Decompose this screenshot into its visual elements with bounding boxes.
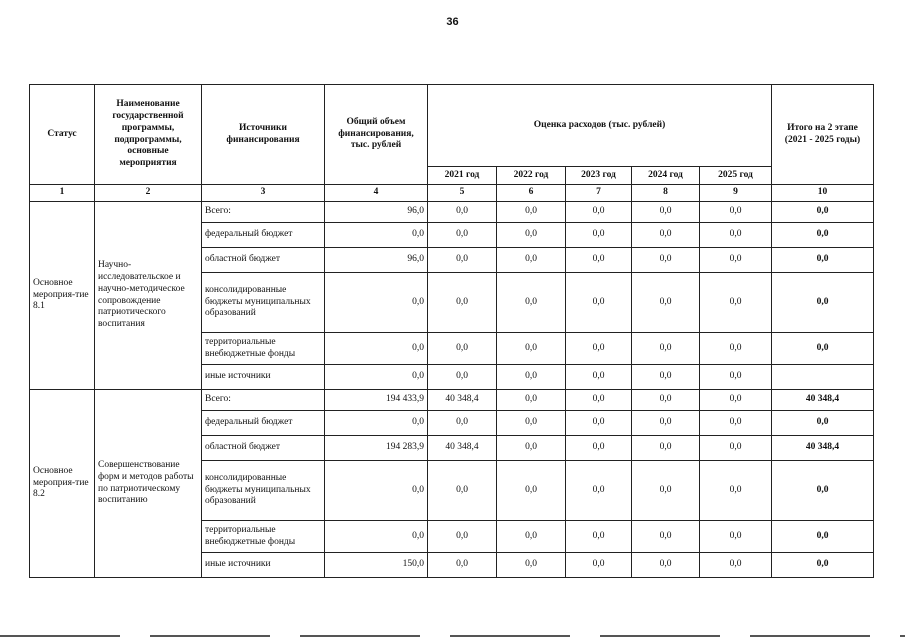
year-value-cell: 0,0 [700,390,772,411]
year-value-cell: 0,0 [700,365,772,390]
page-number: 36 [446,16,459,28]
status-cell: Основное мероприя-тие 8.1 [30,202,95,390]
total-volume-cell: 194 433,9 [325,390,428,411]
funding-source-cell: консолидированные бюджеты муниципальных образований [202,273,325,333]
year-value-cell: 0,0 [700,202,772,223]
year-value-cell: 0,0 [632,333,700,365]
header-total-volume: Общий объем финансирования, тыс. рублей [325,85,428,185]
stage-total-cell: 0,0 [772,223,874,248]
column-number: 4 [325,185,428,202]
year-value-cell: 0,0 [566,223,632,248]
column-number: 7 [566,185,632,202]
year-value-cell: 0,0 [566,365,632,390]
page-footer-line [0,635,905,637]
table-row [30,390,874,411]
funding-source-cell: областной бюджет [202,436,325,461]
total-volume-cell: 0,0 [325,273,428,333]
stage-total-cell [772,365,874,390]
stage-total-cell: 0,0 [772,273,874,333]
funding-source-cell: федеральный бюджет [202,411,325,436]
year-value-cell: 40 348,4 [428,436,497,461]
year-value-cell: 0,0 [428,202,497,223]
year-value-cell: 0,0 [700,461,772,521]
column-number: 2 [95,185,202,202]
total-volume-cell: 194 283,9 [325,436,428,461]
year-value-cell: 0,0 [428,461,497,521]
year-value-cell: 0,0 [566,248,632,273]
year-value-cell: 0,0 [632,436,700,461]
header-program-name: Наименование государственной программы, подпрограммы, основные мероприятия [95,85,202,185]
header-estimate: Оценка расходов (тыс. рублей) [428,85,772,167]
year-value-cell: 0,0 [632,248,700,273]
year-value-cell: 0,0 [632,390,700,411]
year-value-cell: 0,0 [497,365,566,390]
column-number: 3 [202,185,325,202]
year-value-cell: 0,0 [632,411,700,436]
header-year: 2024 год [632,167,700,185]
year-value-cell: 0,0 [497,390,566,411]
status-cell: Основное мероприя-тие 8.2 [30,390,95,578]
total-volume-cell: 0,0 [325,411,428,436]
year-value-cell: 0,0 [566,202,632,223]
total-volume-cell: 0,0 [325,461,428,521]
header-status: Статус [30,85,95,185]
budget-table [29,84,874,578]
year-value-cell: 0,0 [632,223,700,248]
year-value-cell: 0,0 [497,202,566,223]
column-number: 6 [497,185,566,202]
stage-total-cell: 0,0 [772,461,874,521]
year-value-cell: 0,0 [566,390,632,411]
year-value-cell: 0,0 [497,273,566,333]
year-value-cell: 0,0 [566,411,632,436]
column-number: 1 [30,185,95,202]
year-value-cell: 0,0 [700,333,772,365]
year-value-cell: 0,0 [632,461,700,521]
funding-source-cell: областной бюджет [202,248,325,273]
year-value-cell: 0,0 [497,248,566,273]
year-value-cell: 0,0 [632,202,700,223]
header-year: 2023 год [566,167,632,185]
stage-total-cell: 0,0 [772,411,874,436]
header-year: 2021 год [428,167,497,185]
stage-total-cell: 40 348,4 [772,436,874,461]
year-value-cell: 0,0 [700,273,772,333]
stage-total-cell: 0,0 [772,553,874,578]
table-row [30,202,874,223]
year-value-cell: 0,0 [566,436,632,461]
year-value-cell: 0,0 [632,553,700,578]
year-value-cell: 0,0 [632,521,700,553]
year-value-cell: 0,0 [428,521,497,553]
funding-source-cell: Всего: [202,202,325,223]
year-value-cell: 0,0 [566,553,632,578]
funding-source-cell: иные источники [202,365,325,390]
year-value-cell: 0,0 [700,223,772,248]
year-value-cell: 0,0 [632,273,700,333]
total-volume-cell: 96,0 [325,202,428,223]
year-value-cell: 0,0 [566,461,632,521]
year-value-cell: 0,0 [700,436,772,461]
header-stage-total: Итого на 2 этапе (2021 - 2025 годы) [772,85,874,185]
year-value-cell: 0,0 [497,521,566,553]
total-volume-cell: 96,0 [325,248,428,273]
stage-total-cell: 0,0 [772,248,874,273]
year-value-cell: 0,0 [428,223,497,248]
total-volume-cell: 0,0 [325,521,428,553]
column-number: 9 [700,185,772,202]
header-year: 2025 год [700,167,772,185]
total-volume-cell: 0,0 [325,223,428,248]
total-volume-cell: 0,0 [325,365,428,390]
stage-total-cell: 0,0 [772,521,874,553]
program-name-cell: Совершенствование форм и методов работы по патриотическому воспитанию [95,390,202,578]
funding-source-cell: консолидированные бюджеты муниципальных образований [202,461,325,521]
year-value-cell: 0,0 [428,365,497,390]
column-number: 8 [632,185,700,202]
table-body [30,202,874,578]
year-value-cell: 0,0 [700,411,772,436]
year-value-cell: 0,0 [428,248,497,273]
program-name-cell: Научно-исследовательское и научно-методическое сопровождение патриотического воспитания [95,202,202,390]
stage-total-cell: 0,0 [772,333,874,365]
year-value-cell: 0,0 [497,553,566,578]
year-value-cell: 40 348,4 [428,390,497,411]
column-number: 5 [428,185,497,202]
year-value-cell: 0,0 [497,333,566,365]
stage-total-cell: 0,0 [772,202,874,223]
year-value-cell: 0,0 [700,521,772,553]
total-volume-cell: 0,0 [325,333,428,365]
year-value-cell: 0,0 [428,553,497,578]
header-year: 2022 год [497,167,566,185]
header-sources: Источники финансирования [202,85,325,185]
funding-source-cell: Всего: [202,390,325,411]
year-value-cell: 0,0 [566,333,632,365]
column-number: 10 [772,185,874,202]
year-value-cell: 0,0 [428,333,497,365]
funding-source-cell: иные источники [202,553,325,578]
year-value-cell: 0,0 [566,521,632,553]
funding-source-cell: федеральный бюджет [202,223,325,248]
total-volume-cell: 150,0 [325,553,428,578]
year-value-cell: 0,0 [428,411,497,436]
year-value-cell: 0,0 [497,223,566,248]
stage-total-cell: 40 348,4 [772,390,874,411]
year-value-cell: 0,0 [428,273,497,333]
funding-source-cell: территориальные внебюджетные фонды [202,333,325,365]
year-value-cell: 0,0 [497,436,566,461]
year-value-cell: 0,0 [700,553,772,578]
year-value-cell: 0,0 [497,411,566,436]
year-value-cell: 0,0 [632,365,700,390]
funding-source-cell: территориальные внебюджетные фонды [202,521,325,553]
year-value-cell: 0,0 [566,273,632,333]
year-value-cell: 0,0 [497,461,566,521]
year-value-cell: 0,0 [700,248,772,273]
